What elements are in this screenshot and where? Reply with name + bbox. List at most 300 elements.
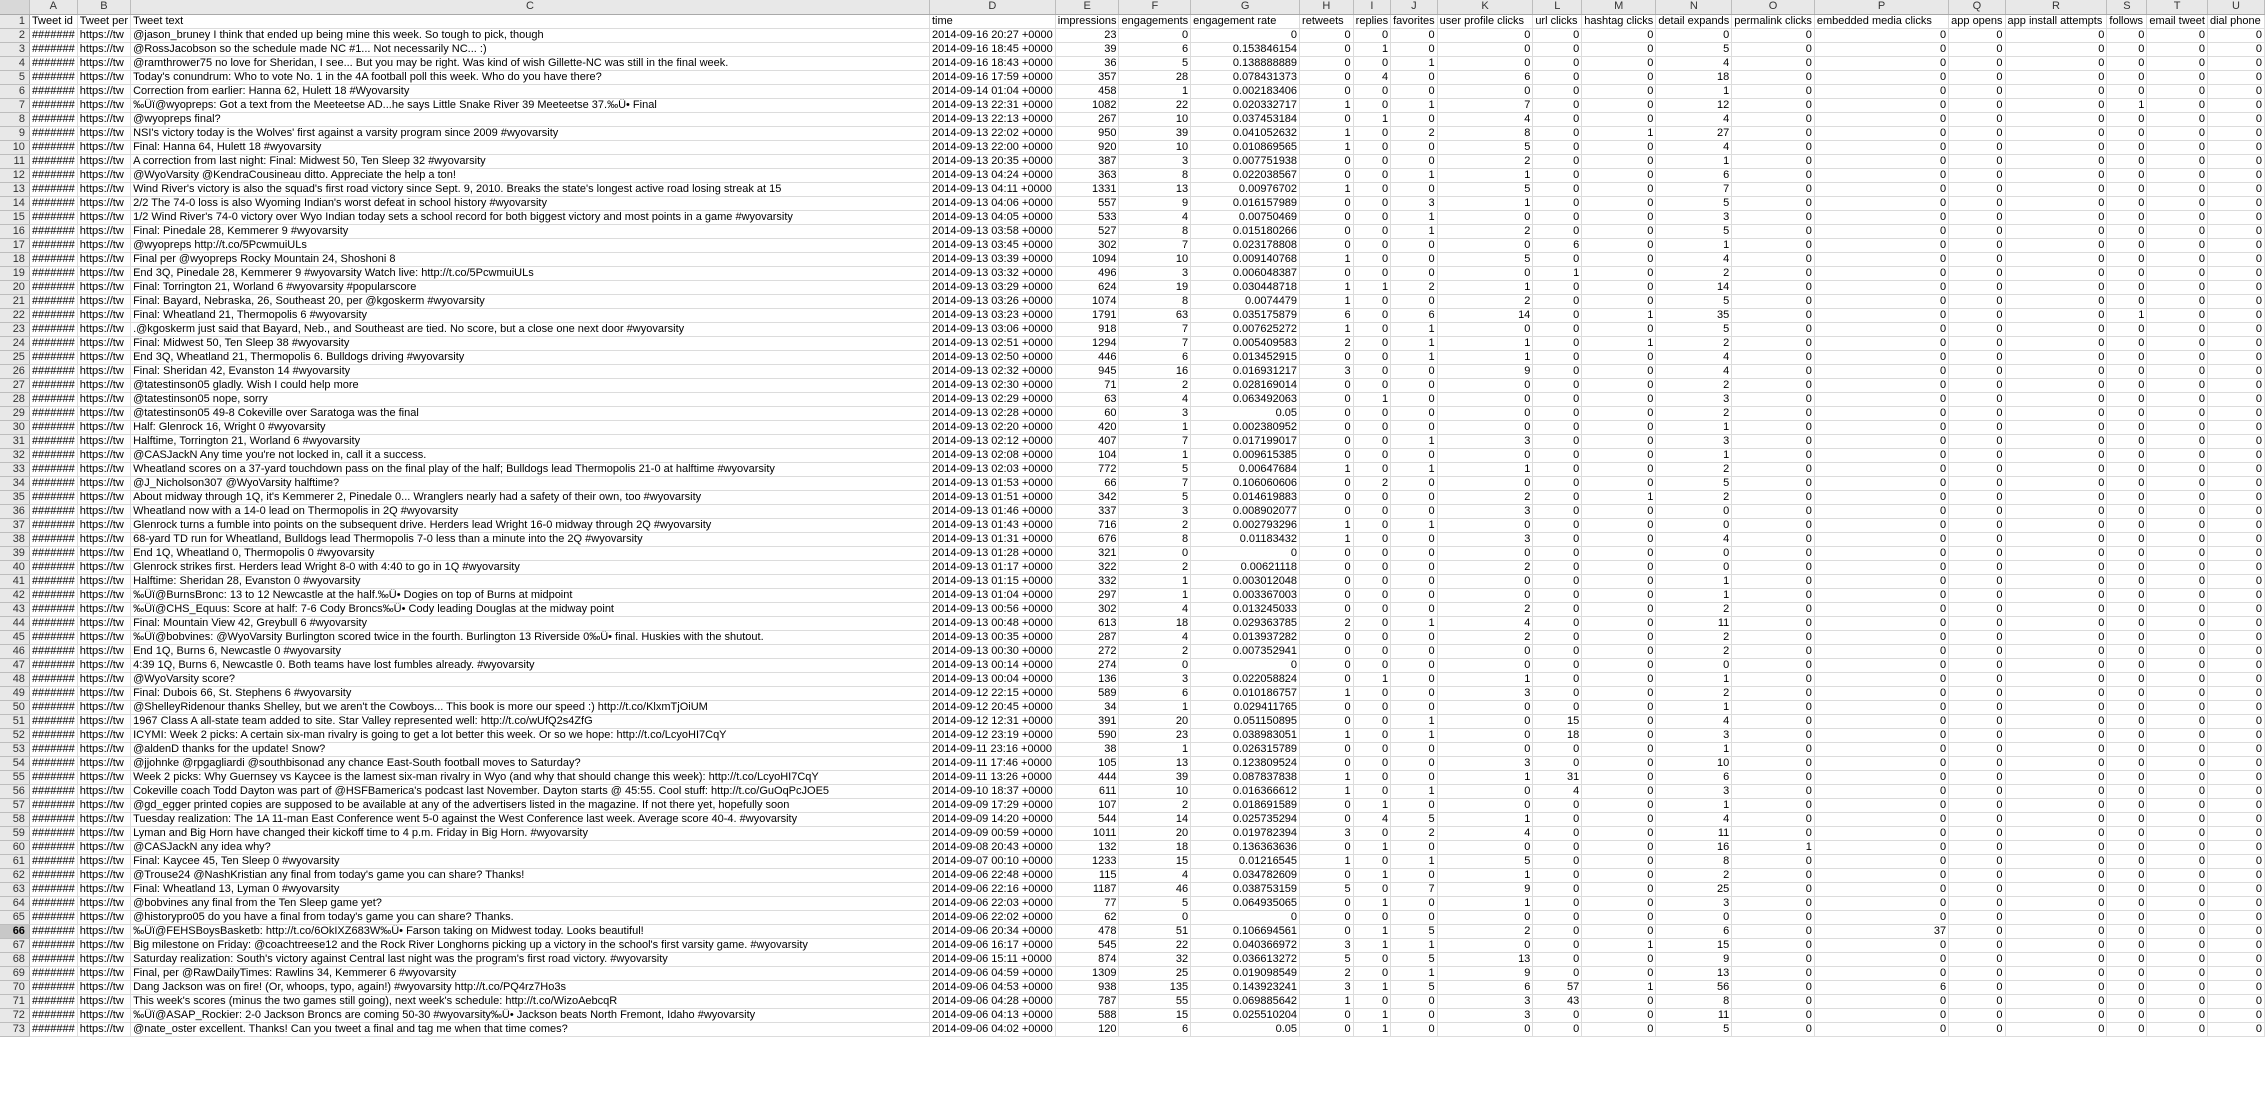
- cell[interactable]: 0: [1533, 616, 1582, 630]
- cell[interactable]: https://tw: [77, 112, 130, 126]
- cell[interactable]: 6: [1437, 980, 1533, 994]
- row-number[interactable]: 37: [0, 518, 29, 532]
- cell[interactable]: 0: [1582, 798, 1656, 812]
- cell[interactable]: 363: [1055, 168, 1119, 182]
- cell[interactable]: 0: [2107, 336, 2147, 350]
- column-header-u[interactable]: U: [2207, 0, 2264, 14]
- cell[interactable]: 2014-09-13 02:32 +0000: [929, 364, 1055, 378]
- cell[interactable]: 5: [1119, 490, 1191, 504]
- cell[interactable]: 0: [2147, 616, 2208, 630]
- cell[interactable]: 0: [1732, 476, 1815, 490]
- cell[interactable]: https://tw: [77, 728, 130, 742]
- cell[interactable]: 5: [1300, 882, 1354, 896]
- cell[interactable]: 0: [2207, 686, 2264, 700]
- cell[interactable]: 0: [1582, 378, 1656, 392]
- cell[interactable]: 0.008902077: [1191, 504, 1300, 518]
- cell[interactable]: 0: [2207, 196, 2264, 210]
- cell[interactable]: 0: [1437, 238, 1533, 252]
- cell[interactable]: 2014-09-16 18:45 +0000: [929, 42, 1055, 56]
- cell[interactable]: 0: [1949, 980, 2005, 994]
- cell[interactable]: 0: [1391, 672, 1438, 686]
- cell[interactable]: 0: [1300, 588, 1354, 602]
- cell[interactable]: 267: [1055, 112, 1119, 126]
- cell[interactable]: 0: [2005, 490, 2107, 504]
- cell[interactable]: 0: [2207, 924, 2264, 938]
- cell[interactable]: 0: [1732, 168, 1815, 182]
- cell[interactable]: #######: [29, 1008, 77, 1022]
- cell[interactable]: 0: [2147, 140, 2208, 154]
- cell[interactable]: #######: [29, 798, 77, 812]
- cell[interactable]: 0: [1391, 798, 1438, 812]
- cell[interactable]: 0: [2005, 448, 2107, 462]
- cell[interactable]: 6: [1391, 308, 1438, 322]
- cell[interactable]: 0: [1300, 56, 1354, 70]
- cell[interactable]: 0: [1533, 448, 1582, 462]
- cell[interactable]: 63: [1119, 308, 1191, 322]
- cell[interactable]: 2014-09-06 04:28 +0000: [929, 994, 1055, 1008]
- cell[interactable]: 1: [1391, 784, 1438, 798]
- cell[interactable]: 0: [1437, 840, 1533, 854]
- cell[interactable]: 0: [2207, 280, 2264, 294]
- cell[interactable]: 2: [1437, 602, 1533, 616]
- cell[interactable]: 0: [2207, 448, 2264, 462]
- cell[interactable]: 0: [1391, 182, 1438, 196]
- cell[interactable]: 0: [1300, 448, 1354, 462]
- cell[interactable]: 0: [1353, 238, 1390, 252]
- cell[interactable]: 3: [1300, 938, 1354, 952]
- cell[interactable]: 0: [1949, 28, 2005, 42]
- cell[interactable]: 0: [2005, 966, 2107, 980]
- cell[interactable]: 0: [2207, 994, 2264, 1008]
- cell[interactable]: 1: [1353, 980, 1390, 994]
- cell[interactable]: 0.01183432: [1191, 532, 1300, 546]
- cell[interactable]: 0: [1300, 210, 1354, 224]
- cell[interactable]: 0: [2207, 896, 2264, 910]
- row-number[interactable]: 40: [0, 560, 29, 574]
- cell[interactable]: @tatestinson05 nope, sorry: [131, 392, 930, 406]
- cell[interactable]: 0: [1391, 1022, 1438, 1036]
- cell[interactable]: 545: [1055, 938, 1119, 952]
- cell[interactable]: 0.029411765: [1191, 700, 1300, 714]
- cell[interactable]: 0: [2005, 672, 2107, 686]
- cell[interactable]: 2: [1437, 924, 1533, 938]
- cell[interactable]: 1: [1437, 462, 1533, 476]
- cell[interactable]: 0: [2005, 742, 2107, 756]
- cell[interactable]: 5: [1437, 182, 1533, 196]
- cell[interactable]: 391: [1055, 714, 1119, 728]
- cell[interactable]: 2014-09-06 15:11 +0000: [929, 952, 1055, 966]
- cell[interactable]: #######: [29, 84, 77, 98]
- column-title-cell[interactable]: engagements: [1119, 14, 1191, 28]
- row-number[interactable]: 21: [0, 294, 29, 308]
- cell[interactable]: 0: [1582, 756, 1656, 770]
- cell[interactable]: A correction from last night: Final: Midwest 50, Ten Sleep 32 #wyovarsity: [131, 154, 930, 168]
- cell[interactable]: 1: [1300, 294, 1354, 308]
- cell[interactable]: 0: [1582, 42, 1656, 56]
- column-title-cell[interactable]: favorites: [1391, 14, 1438, 28]
- cell[interactable]: 0: [2147, 196, 2208, 210]
- cell[interactable]: 0: [1353, 770, 1390, 784]
- cell[interactable]: 0: [1533, 280, 1582, 294]
- cell[interactable]: 0: [2107, 210, 2147, 224]
- cell[interactable]: 13: [1119, 756, 1191, 770]
- cell[interactable]: 0: [1533, 462, 1582, 476]
- column-title-cell[interactable]: impressions: [1055, 14, 1119, 28]
- cell[interactable]: 0: [1391, 140, 1438, 154]
- cell[interactable]: 14: [1119, 812, 1191, 826]
- cell[interactable]: #######: [29, 994, 77, 1008]
- cell[interactable]: 1: [1656, 154, 1732, 168]
- cell[interactable]: 2014-09-13 00:48 +0000: [929, 616, 1055, 630]
- cell[interactable]: 0: [1732, 56, 1815, 70]
- cell[interactable]: 0: [2147, 476, 2208, 490]
- cell[interactable]: 0: [1300, 868, 1354, 882]
- cell[interactable]: #######: [29, 252, 77, 266]
- cell[interactable]: 2014-09-13 02:30 +0000: [929, 378, 1055, 392]
- cell[interactable]: 34: [1055, 700, 1119, 714]
- cell[interactable]: 2014-09-13 03:06 +0000: [929, 322, 1055, 336]
- cell[interactable]: ICYMI: Week 2 picks: A certain six-man rivalry is going to get a lot better this week. Or so we hope: http://t.co/LcyoHI7CqY: [131, 728, 930, 742]
- cell[interactable]: 0: [2107, 154, 2147, 168]
- cell[interactable]: 0: [2207, 336, 2264, 350]
- cell[interactable]: 1: [1437, 896, 1533, 910]
- cell[interactable]: #######: [29, 196, 77, 210]
- cell[interactable]: #######: [29, 966, 77, 980]
- cell[interactable]: 1: [1300, 98, 1354, 112]
- cell[interactable]: 4: [1656, 714, 1732, 728]
- cell[interactable]: 0: [1814, 364, 1948, 378]
- cell[interactable]: 0: [2147, 560, 2208, 574]
- cell[interactable]: @ShelleyRidenour thanks Shelley, but we aren't the Cowboys... This book is more our speed :) http://t.co/KlxmTjOiUM: [131, 700, 930, 714]
- cell[interactable]: 0: [1732, 112, 1815, 126]
- row-number[interactable]: 10: [0, 140, 29, 154]
- cell[interactable]: 0: [1814, 714, 1948, 728]
- cell[interactable]: 0: [2147, 84, 2208, 98]
- cell[interactable]: 0: [1732, 784, 1815, 798]
- cell[interactable]: 2014-09-13 04:24 +0000: [929, 168, 1055, 182]
- cell[interactable]: #######: [29, 462, 77, 476]
- cell[interactable]: 0: [1732, 896, 1815, 910]
- cell[interactable]: 0: [2005, 112, 2107, 126]
- cell[interactable]: 6: [1656, 924, 1732, 938]
- cell[interactable]: 0: [1437, 378, 1533, 392]
- cell[interactable]: 0: [2107, 560, 2147, 574]
- cell[interactable]: 0: [1533, 686, 1582, 700]
- row-number[interactable]: 44: [0, 616, 29, 630]
- cell[interactable]: @jason_bruney I think that ended up being mine this week. So tough to pick, though: [131, 28, 930, 42]
- cell[interactable]: 0: [2005, 98, 2107, 112]
- cell[interactable]: 12: [1656, 98, 1732, 112]
- cell[interactable]: 0: [1582, 154, 1656, 168]
- cell[interactable]: 0: [1437, 476, 1533, 490]
- cell[interactable]: 2: [1656, 644, 1732, 658]
- cell[interactable]: 9: [1437, 966, 1533, 980]
- cell[interactable]: 0: [2147, 28, 2208, 42]
- cell[interactable]: @tatestinson05 gladly. Wish I could help more: [131, 378, 930, 392]
- cell[interactable]: 0: [2207, 952, 2264, 966]
- cell[interactable]: #######: [29, 98, 77, 112]
- cell[interactable]: 0: [1533, 490, 1582, 504]
- cell[interactable]: 2: [1391, 826, 1438, 840]
- cell[interactable]: 0: [1119, 910, 1191, 924]
- cell[interactable]: ‰Ûï@BurnsBronc: 13 to 12 Newcastle at the half.‰Û• Dogies on top of Burns at midpoint: [131, 588, 930, 602]
- row-number[interactable]: 43: [0, 602, 29, 616]
- cell[interactable]: #######: [29, 812, 77, 826]
- cell[interactable]: 1: [1119, 700, 1191, 714]
- cell[interactable]: 0: [2107, 602, 2147, 616]
- cell[interactable]: 3: [1300, 364, 1354, 378]
- cell[interactable]: 0: [1300, 560, 1354, 574]
- cell[interactable]: 2: [1656, 336, 1732, 350]
- cell[interactable]: 0: [2147, 364, 2208, 378]
- column-title-cell[interactable]: detail expands: [1656, 14, 1732, 28]
- cell[interactable]: 4: [1437, 826, 1533, 840]
- cell[interactable]: https://tw: [77, 574, 130, 588]
- cell[interactable]: 0: [2107, 238, 2147, 252]
- cell[interactable]: 0: [2005, 1022, 2107, 1036]
- cell[interactable]: 0: [2207, 504, 2264, 518]
- cell[interactable]: 0.035175879: [1191, 308, 1300, 322]
- cell[interactable]: #######: [29, 490, 77, 504]
- cell[interactable]: 938: [1055, 980, 1119, 994]
- cell[interactable]: 0: [2005, 798, 2107, 812]
- cell[interactable]: 1: [1119, 84, 1191, 98]
- cell[interactable]: 0: [1533, 546, 1582, 560]
- cell[interactable]: 0: [1732, 952, 1815, 966]
- cell[interactable]: 0: [2147, 112, 2208, 126]
- cell[interactable]: 0: [1814, 462, 1948, 476]
- cell[interactable]: 0: [1814, 868, 1948, 882]
- cell[interactable]: 0: [1732, 322, 1815, 336]
- cell[interactable]: 0: [2147, 490, 2208, 504]
- cell[interactable]: 104: [1055, 448, 1119, 462]
- column-title-cell[interactable]: hashtag clicks: [1582, 14, 1656, 28]
- cell[interactable]: #######: [29, 938, 77, 952]
- cell[interactable]: 1: [1300, 252, 1354, 266]
- cell[interactable]: 0: [1353, 616, 1390, 630]
- cell[interactable]: 2014-09-13 03:45 +0000: [929, 238, 1055, 252]
- cell[interactable]: 0: [2207, 266, 2264, 280]
- cell[interactable]: 1: [1353, 112, 1390, 126]
- cell[interactable]: 0: [1814, 504, 1948, 518]
- cell[interactable]: https://tw: [77, 924, 130, 938]
- cell[interactable]: 0: [2207, 154, 2264, 168]
- row-number[interactable]: 54: [0, 756, 29, 770]
- cell[interactable]: 0: [1582, 896, 1656, 910]
- cell[interactable]: 0: [1353, 966, 1390, 980]
- row-number[interactable]: 72: [0, 1008, 29, 1022]
- cell[interactable]: 0.064935065: [1191, 896, 1300, 910]
- cell[interactable]: 1: [1582, 490, 1656, 504]
- cell[interactable]: https://tw: [77, 616, 130, 630]
- cell[interactable]: 0: [1533, 308, 1582, 322]
- cell[interactable]: #######: [29, 616, 77, 630]
- cell[interactable]: 0: [1582, 518, 1656, 532]
- cell[interactable]: 0: [1353, 882, 1390, 896]
- cell[interactable]: 18: [1533, 728, 1582, 742]
- cell[interactable]: 4: [1656, 350, 1732, 364]
- cell[interactable]: 4: [1119, 868, 1191, 882]
- row-number[interactable]: 57: [0, 798, 29, 812]
- cell[interactable]: 0: [1533, 56, 1582, 70]
- cell[interactable]: 0: [1732, 826, 1815, 840]
- cell[interactable]: 0: [1391, 420, 1438, 434]
- column-header-a[interactable]: A: [29, 0, 77, 14]
- column-title-cell[interactable]: replies: [1353, 14, 1390, 28]
- cell[interactable]: https://tw: [77, 84, 130, 98]
- cell[interactable]: 1: [1353, 280, 1390, 294]
- cell[interactable]: 4: [1119, 630, 1191, 644]
- cell[interactable]: 1: [1300, 140, 1354, 154]
- row-number[interactable]: 59: [0, 826, 29, 840]
- cell[interactable]: 13: [1656, 966, 1732, 980]
- cell[interactable]: 0: [2207, 462, 2264, 476]
- cell[interactable]: 557: [1055, 196, 1119, 210]
- cell[interactable]: 0.019098549: [1191, 966, 1300, 980]
- row-number[interactable]: 49: [0, 686, 29, 700]
- cell[interactable]: 0: [1732, 70, 1815, 84]
- cell[interactable]: 0.138888889: [1191, 56, 1300, 70]
- cell[interactable]: 0: [1949, 70, 2005, 84]
- cell[interactable]: 0: [1949, 770, 2005, 784]
- cell[interactable]: https://tw: [77, 308, 130, 322]
- cell[interactable]: 0: [1533, 896, 1582, 910]
- cell[interactable]: 0: [2107, 252, 2147, 266]
- cell[interactable]: 0: [1353, 210, 1390, 224]
- cell[interactable]: 0: [2207, 168, 2264, 182]
- cell[interactable]: 0: [1300, 840, 1354, 854]
- cell[interactable]: Final: Midwest 50, Ten Sleep 38 #wyovarsity: [131, 336, 930, 350]
- cell[interactable]: 0: [2207, 252, 2264, 266]
- cell[interactable]: https://tw: [77, 518, 130, 532]
- cell[interactable]: 0: [2147, 322, 2208, 336]
- cell[interactable]: 2: [1656, 406, 1732, 420]
- cell[interactable]: @CASJackN any idea why?: [131, 840, 930, 854]
- cell[interactable]: 5: [1437, 252, 1533, 266]
- cell[interactable]: 0: [2107, 686, 2147, 700]
- cell[interactable]: @ramthrower75 no love for Sheridan, I see... But you may be right. Was kind of wish Gillette-NC was still in the final week.: [131, 56, 930, 70]
- cell[interactable]: 0.002183406: [1191, 84, 1300, 98]
- cell[interactable]: 0: [1582, 826, 1656, 840]
- cell[interactable]: 945: [1055, 364, 1119, 378]
- row-number[interactable]: 25: [0, 350, 29, 364]
- cell[interactable]: 0: [1814, 168, 1948, 182]
- cell[interactable]: 787: [1055, 994, 1119, 1008]
- cell[interactable]: 0: [1949, 644, 2005, 658]
- cell[interactable]: 0: [1732, 252, 1815, 266]
- cell[interactable]: 1: [1391, 98, 1438, 112]
- cell[interactable]: #######: [29, 770, 77, 784]
- column-header-n[interactable]: N: [1656, 0, 1732, 14]
- cell[interactable]: Tuesday realization: The 1A 11-man East Conference went 5-0 against the West Conference last week. Average score 40-4. #wyovarsity: [131, 812, 930, 826]
- row-number[interactable]: 32: [0, 448, 29, 462]
- cell[interactable]: 0: [1582, 994, 1656, 1008]
- cell[interactable]: 0: [1533, 602, 1582, 616]
- cell[interactable]: 0: [1353, 714, 1390, 728]
- cell[interactable]: 5: [1391, 952, 1438, 966]
- cell[interactable]: 1: [1391, 966, 1438, 980]
- cell[interactable]: 0: [1353, 602, 1390, 616]
- cell[interactable]: 2: [1437, 560, 1533, 574]
- row-number[interactable]: 16: [0, 224, 29, 238]
- cell[interactable]: #######: [29, 518, 77, 532]
- cell[interactable]: #######: [29, 868, 77, 882]
- cell[interactable]: 3: [1656, 210, 1732, 224]
- cell[interactable]: 0: [2207, 518, 2264, 532]
- cell[interactable]: 1: [1582, 308, 1656, 322]
- cell[interactable]: 0: [2147, 686, 2208, 700]
- cell[interactable]: 1: [1300, 994, 1354, 1008]
- cell[interactable]: https://tw: [77, 98, 130, 112]
- cell[interactable]: 2: [1656, 378, 1732, 392]
- cell[interactable]: 0: [2207, 798, 2264, 812]
- cell[interactable]: #######: [29, 476, 77, 490]
- cell[interactable]: 1: [1300, 280, 1354, 294]
- cell[interactable]: 0: [1949, 182, 2005, 196]
- cell[interactable]: 3: [1437, 756, 1533, 770]
- cell[interactable]: 0: [1300, 406, 1354, 420]
- cell[interactable]: 2014-09-13 03:29 +0000: [929, 280, 1055, 294]
- cell[interactable]: 4: [1353, 812, 1390, 826]
- column-header-c[interactable]: C: [131, 0, 930, 14]
- cell[interactable]: 0: [2107, 980, 2147, 994]
- cell[interactable]: 0: [2147, 910, 2208, 924]
- cell[interactable]: 3: [1437, 994, 1533, 1008]
- cell[interactable]: #######: [29, 266, 77, 280]
- cell[interactable]: 0: [2207, 980, 2264, 994]
- cell[interactable]: 0: [2107, 798, 2147, 812]
- cell[interactable]: 0: [1391, 910, 1438, 924]
- cell[interactable]: 2014-09-06 04:13 +0000: [929, 1008, 1055, 1022]
- cell[interactable]: 0: [2005, 812, 2107, 826]
- cell[interactable]: https://tw: [77, 42, 130, 56]
- cell[interactable]: 5: [1656, 196, 1732, 210]
- cell[interactable]: 0: [2005, 336, 2107, 350]
- column-header-s[interactable]: S: [2107, 0, 2147, 14]
- column-title-cell[interactable]: email tweet: [2147, 14, 2208, 28]
- cell[interactable]: 0: [2207, 1008, 2264, 1022]
- cell[interactable]: @nate_oster excellent. Thanks! Can you tweet a final and tag me when that time comes?: [131, 1022, 930, 1036]
- cell[interactable]: 2: [1656, 602, 1732, 616]
- cell[interactable]: 0: [2107, 616, 2147, 630]
- cell[interactable]: 0.034782609: [1191, 868, 1300, 882]
- cell[interactable]: 0: [1732, 966, 1815, 980]
- cell[interactable]: 0: [2005, 546, 2107, 560]
- cell[interactable]: 0: [1732, 728, 1815, 742]
- cell[interactable]: 0: [1949, 924, 2005, 938]
- cell[interactable]: 0: [2147, 994, 2208, 1008]
- cell[interactable]: 0: [2147, 938, 2208, 952]
- cell[interactable]: 2014-09-13 01:31 +0000: [929, 532, 1055, 546]
- cell[interactable]: #######: [29, 784, 77, 798]
- cell[interactable]: 0: [1949, 812, 2005, 826]
- cell[interactable]: #######: [29, 224, 77, 238]
- cell[interactable]: 0: [1949, 98, 2005, 112]
- column-header-e[interactable]: E: [1055, 0, 1119, 14]
- cell[interactable]: #######: [29, 434, 77, 448]
- cell[interactable]: 0: [2005, 994, 2107, 1008]
- cell[interactable]: #######: [29, 742, 77, 756]
- cell[interactable]: 0: [1533, 1008, 1582, 1022]
- cell[interactable]: 0: [1300, 896, 1354, 910]
- cell[interactable]: 0: [1582, 784, 1656, 798]
- cell[interactable]: 6: [1119, 1022, 1191, 1036]
- cell[interactable]: 1: [1119, 574, 1191, 588]
- cell[interactable]: 0: [1949, 602, 2005, 616]
- cell[interactable]: 387: [1055, 154, 1119, 168]
- cell[interactable]: 0.007751938: [1191, 154, 1300, 168]
- cell[interactable]: 0: [2005, 938, 2107, 952]
